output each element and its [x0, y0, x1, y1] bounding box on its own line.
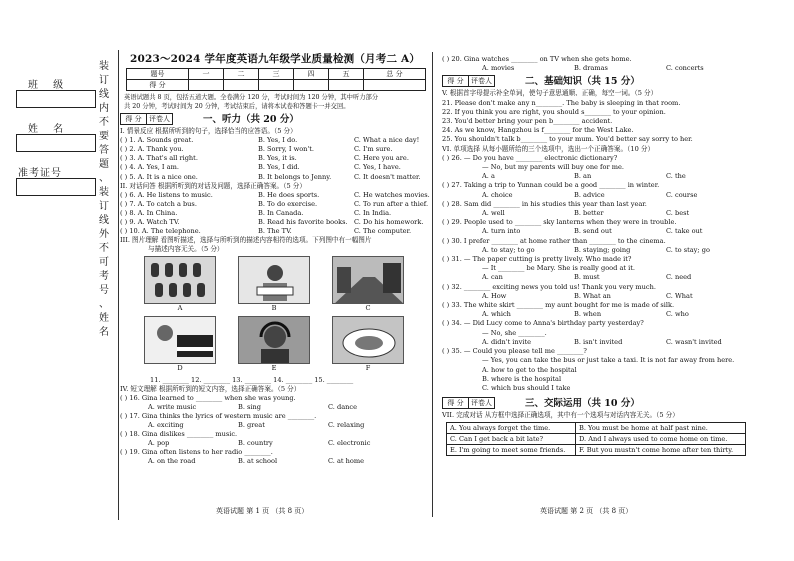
- option-a[interactable]: A. can: [482, 273, 503, 282]
- part6-instruction: VI. 单项选择 从每小题所给的三个选项中，选出一个正确答案。（10 分）: [442, 144, 655, 153]
- choice-question: ( ) 29. People used to ________ sky lanterns when they were in trouble.: [442, 218, 677, 227]
- choice-options: [442, 273, 772, 282]
- score-table-header-cell: 总 分: [363, 69, 425, 80]
- part1-instruction: I. 情景反应 根据所听到的句子，选择恰当的应答语。（5 分）: [120, 127, 297, 136]
- question-option-b[interactable]: B. Yes, it is.: [258, 154, 297, 163]
- fill-blank-question[interactable]: 24. As we know, Hangzhou is f________ for the West Lake.: [442, 126, 634, 135]
- option-a[interactable]: A. on the road: [148, 457, 196, 466]
- option-a[interactable]: A. a: [482, 172, 495, 181]
- grader-box: 得 分 评卷人: [120, 113, 173, 125]
- part7-instruction: VII. 完成对话 从方框中选择正确选项，其中有一个选项与对话内容无关。（5 分）: [442, 411, 679, 420]
- score-table-score-cell[interactable]: [328, 80, 363, 91]
- question-option-c[interactable]: C. I'm sure.: [354, 145, 393, 154]
- piano-girl-image: [145, 317, 216, 364]
- binding-warning-char: 订: [99, 75, 109, 86]
- part4-instruction: IV. 短文理解 根据所听到的短文内容，选择正确答案。（5 分）: [120, 384, 301, 393]
- basic-title: 二、基础知识（共 15 分）: [525, 75, 640, 87]
- question-option-a[interactable]: ( ) 8. A. In China.: [120, 208, 178, 217]
- option-c[interactable]: C. to stay; go: [666, 245, 710, 254]
- option-a[interactable]: A. which: [482, 310, 511, 319]
- option-c[interactable]: C. relaxing: [328, 421, 365, 430]
- choice-question: ( ) 27. Taking a trip to Yunnan could be a good ________ in winter.: [442, 181, 660, 190]
- grader-box-2: 得 分 评卷人: [442, 75, 495, 87]
- option-b[interactable]: B. when: [574, 310, 602, 319]
- choice-options: [442, 292, 772, 301]
- class-label: 班 级: [28, 80, 70, 91]
- listening-question: [120, 154, 430, 163]
- option-a[interactable]: A. write music: [148, 402, 197, 411]
- choice-options: [442, 310, 772, 319]
- basic-header: [442, 75, 772, 87]
- binding-warning-char: 内: [99, 103, 109, 114]
- communication-header: [442, 397, 772, 409]
- listening-question: [120, 191, 430, 200]
- question-option-a[interactable]: ( ) 2. A. Thank you.: [120, 145, 184, 154]
- question-20-options: A. movies B. dramas C. concerts: [482, 64, 704, 73]
- listening-question: ( ) 17. Gina thinks the lyrics of western music are ________.: [120, 411, 317, 420]
- option-a[interactable]: A. well: [482, 209, 505, 218]
- score-table-header-cell: 五: [328, 69, 363, 80]
- choice-options: [442, 172, 772, 181]
- choice-options: [442, 209, 772, 218]
- option-a[interactable]: A. didn't invite: [482, 337, 532, 346]
- binding-warning-char: 题: [99, 159, 109, 170]
- option-b[interactable]: B. must: [574, 273, 600, 282]
- question-option-b[interactable]: B. Sorry, I won't.: [258, 145, 314, 154]
- plate-food-image: [333, 317, 404, 364]
- choice-options: [442, 338, 772, 347]
- question-option-a[interactable]: ( ) 6. A. He listens to music.: [120, 190, 213, 199]
- listening-question: [120, 227, 430, 236]
- option-b[interactable]: B. send out: [574, 227, 612, 236]
- binding-warning: [96, 60, 112, 340]
- binding-warning-char: 不: [99, 243, 109, 254]
- option-c[interactable]: C. dance: [328, 402, 357, 411]
- binding-warning-char: 不: [99, 117, 109, 128]
- listening-question: ( ) 18. Gina dislikes ________ music.: [120, 430, 238, 439]
- option-c[interactable]: C. at home: [328, 457, 365, 466]
- listening-question: [120, 163, 430, 172]
- street-scene-image: [333, 257, 404, 304]
- option-a[interactable]: A. turn into: [482, 227, 521, 236]
- question-35-option-c[interactable]: C. which bus should I take: [482, 383, 571, 392]
- choice-options: [442, 227, 772, 236]
- pointing-hands-image: [145, 257, 216, 304]
- binding-warning-char: 答: [99, 145, 109, 156]
- column-divider: [432, 52, 433, 517]
- question-option-a[interactable]: ( ) 3. A. That's all right.: [120, 154, 198, 163]
- exam-number-label: 准考证号: [18, 168, 62, 179]
- score-table-header-cell: 三: [258, 69, 293, 80]
- question-option-b[interactable]: B. It belongs to Jenny.: [258, 172, 332, 181]
- option-b[interactable]: B. staying; going: [574, 245, 631, 254]
- communication-title: 三、交际运用（共 10 分）: [525, 397, 640, 409]
- picture-answer-blanks[interactable]: 11. ________ 12. ________ 13. ________ 14. ________ 15. ________: [150, 375, 354, 384]
- binding-warning-char: 号: [99, 285, 109, 296]
- listening-question: ( ) 16. Gina learned to ________ when she was young.: [120, 393, 296, 402]
- question-option-b[interactable]: B. He does sports.: [258, 190, 320, 199]
- question-options: [120, 439, 430, 448]
- fill-blank-question[interactable]: 25. You shouldn't talk b________ to your mum. You'd better say sorry to her.: [442, 135, 693, 144]
- choice-question: ( ) 33. The white skirt ________ my aunt bought for me is made of silk.: [442, 301, 675, 310]
- option-b[interactable]: B. great: [238, 421, 265, 430]
- question-option-a[interactable]: ( ) 10. A. The telephone.: [120, 227, 201, 236]
- binding-warning-char: 、: [99, 173, 109, 184]
- exam-intro: 英语试题共 8 页，包括五道大题。全卷满分 120 分，考试时间为 120 分钟，其中听力部分 共 20 分钟，考试时间为 20 分钟，考试结束后，请将本试卷和答题卡一并交回。: [124, 94, 379, 110]
- part2-instruction: II. 对话问答 根据所听到的对话及问题，选择正确答案。（5 分）: [120, 181, 306, 190]
- question-35-option-b[interactable]: B. where is the hospital: [482, 374, 562, 383]
- score-table-score-cell[interactable]: [293, 80, 328, 91]
- question-option-c[interactable]: C. In India.: [354, 208, 392, 217]
- option-c[interactable]: C. course: [666, 190, 698, 199]
- right-column: [442, 55, 772, 456]
- binding-line: [118, 50, 119, 520]
- footer-left: 英语试题 第 1 页 （共 8 页）: [216, 507, 309, 515]
- question-option-c[interactable]: C. He watches movies.: [354, 190, 430, 199]
- question-option-a[interactable]: ( ) 1. A. Sounds great.: [120, 136, 194, 145]
- question-option-a[interactable]: ( ) 7. A. To catch a bus.: [120, 199, 197, 208]
- choice-options: [442, 246, 772, 255]
- option-c[interactable]: C. best: [666, 209, 690, 218]
- picture-a: A: [144, 256, 216, 313]
- headphones-man-image: [239, 317, 310, 364]
- reading-boy-image: [239, 257, 310, 304]
- question-option-b[interactable]: B. In Canada.: [258, 208, 304, 217]
- option-b[interactable]: B. sing: [238, 402, 261, 411]
- option-a[interactable]: A. How: [482, 291, 507, 300]
- question-option-c[interactable]: C. Here you are.: [354, 154, 409, 163]
- listening-header: [120, 113, 430, 125]
- binding-warning-char: 线: [99, 89, 109, 100]
- score-table-header-cell: 二: [223, 69, 258, 80]
- option-b[interactable]: B. better: [574, 209, 604, 218]
- picture-b: B: [238, 256, 310, 313]
- score-table-score-cell[interactable]: [188, 80, 223, 91]
- option-c[interactable]: C. need: [666, 273, 692, 282]
- listening-question: [120, 209, 430, 218]
- part5-instruction: V. 根据首字母提示补全单词，使句子意思通顺、正确，每空一词。（5 分）: [442, 89, 658, 98]
- binding-warning-char: 考: [99, 271, 109, 282]
- option-c[interactable]: C. take out: [666, 227, 703, 236]
- binding-warning-char: 、: [99, 299, 109, 310]
- binding-warning-char: 订: [99, 201, 109, 212]
- choice-question-cont: — No, but my parents will buy one for me.: [482, 163, 624, 172]
- option-a[interactable]: A. exciting: [148, 421, 184, 430]
- option-b[interactable]: B. at school: [238, 457, 278, 466]
- fill-blank-question[interactable]: 23. You'd better bring your pen b________ accident.: [442, 117, 613, 126]
- option-b[interactable]: B. advice: [574, 190, 605, 199]
- question-35-prompt: — Yes, you can take the bus or just take a taxi. It is not far away from here.: [482, 356, 735, 365]
- listening-question: ( ) 19. Gina often listens to her radio ________.: [120, 448, 273, 457]
- option-b[interactable]: B. country: [238, 439, 273, 448]
- question-option-c[interactable]: C. What a nice day!: [354, 136, 420, 145]
- option-a[interactable]: A. to stay; to go: [482, 245, 535, 254]
- picture-f: F: [332, 316, 404, 373]
- listening-question: [120, 136, 430, 145]
- choice-question: ( ) 30. I prefer ________ at home rather than ________ to the cinema.: [442, 236, 666, 245]
- score-table-score-cell[interactable]: [223, 80, 258, 91]
- choice-question: ( ) 26. — Do you have ________ electronic dictionary?: [442, 153, 618, 162]
- binding-warning-char: 可: [99, 257, 109, 268]
- question-options: [120, 421, 430, 430]
- option-c[interactable]: C. the: [666, 172, 686, 181]
- score-table-score-cell[interactable]: [363, 80, 425, 91]
- question-option-c[interactable]: C. Yes, I have.: [354, 163, 401, 172]
- option-c[interactable]: C. wasn't invited: [666, 337, 722, 346]
- picture-c: C: [332, 256, 404, 313]
- listening-question: [120, 173, 430, 182]
- option-a[interactable]: A. choice: [482, 190, 513, 199]
- question-option-a[interactable]: ( ) 5. A. It is a nice one.: [120, 172, 198, 181]
- score-table-score-cell[interactable]: [258, 80, 293, 91]
- option-b[interactable]: B. What an: [574, 291, 611, 300]
- binding-warning-char: 外: [99, 229, 109, 240]
- question-option-c[interactable]: C. It doesn't matter.: [354, 172, 421, 181]
- picture-e: E: [238, 316, 310, 373]
- exam-number-field[interactable]: [16, 178, 96, 196]
- grader-box-3: 得 分 评卷人: [442, 397, 495, 409]
- score-table-row-label: 得 分: [127, 80, 189, 91]
- option-b[interactable]: B. isn't invited: [574, 337, 623, 346]
- question-35-option-a[interactable]: A. how to get to the hospital: [482, 365, 577, 374]
- question-35: ( ) 35. — Could you please tell me ________?: [442, 347, 587, 356]
- option-c[interactable]: C. electronic: [328, 439, 371, 448]
- question-options: [120, 457, 430, 466]
- question-option-b[interactable]: B. The TV.: [258, 227, 292, 236]
- question-option-a[interactable]: ( ) 4. A. Yes, I am.: [120, 163, 179, 172]
- part3-instruction-cont: 与描述内容无关。（5 分）: [148, 245, 224, 254]
- question-option-c[interactable]: C. The computer.: [354, 227, 412, 236]
- dialogue-choices: A. You always forget the time. B. You must be home at half past nine. C. Can I get back a bit late? D. And I always used to come home on time. E. I'm going to meet some friends. F. But you mustn't come home after ten thirty.: [446, 422, 746, 456]
- name-label: 姓 名: [28, 124, 70, 135]
- fill-blank-question[interactable]: 22. If you think you are right, you should s________ to your opinion.: [442, 107, 666, 116]
- listening-title: 一、听力（共 20 分）: [203, 113, 299, 125]
- listening-question: [120, 145, 430, 154]
- exam-title: 2023～2024 学年度英语九年级学业质量检测（月考二 A）: [129, 53, 421, 65]
- binding-warning-char: 装: [99, 61, 109, 72]
- fill-blank-question[interactable]: 21. Please don't make any n________. The baby is sleeping in that room.: [442, 98, 681, 107]
- question-option-b[interactable]: B. Read his favorite books.: [258, 218, 348, 227]
- listening-question: [120, 200, 430, 209]
- question-options: [120, 403, 430, 412]
- class-field[interactable]: [16, 90, 96, 108]
- name-field[interactable]: [16, 134, 96, 152]
- picture-d: D: [144, 316, 216, 373]
- question-20: ( ) 20. Gina watches ________ on TV when she gets home.: [442, 55, 632, 63]
- binding-warning-char: 姓: [99, 313, 109, 324]
- binding-warning-char: 装: [99, 187, 109, 198]
- footer-right: 英语试题 第 2 页 （共 8 页）: [540, 507, 633, 515]
- choice-question: ( ) 28. Sam did ________ in his studies this year than last year.: [442, 199, 647, 208]
- binding-warning-char: 要: [99, 131, 109, 142]
- picture-grid: [144, 256, 430, 372]
- binding-warning-char: 线: [99, 215, 109, 226]
- score-table-header-cell: 一: [188, 69, 223, 80]
- question-option-b[interactable]: B. To do exercise.: [258, 199, 318, 208]
- question-option-a[interactable]: ( ) 9. A. Watch TV.: [120, 218, 180, 227]
- part3-instruction: III. 图片理解 看图听描述，选择与所听到的描述内容相符的选项。下列图中有一幅图片: [120, 236, 372, 245]
- choice-options: [442, 191, 772, 200]
- score-table: [126, 68, 426, 91]
- option-b[interactable]: B. an: [574, 172, 592, 181]
- option-c[interactable]: C. What: [666, 291, 693, 300]
- choice-question-cont: — It ________ be Mary. She is really good at it.: [482, 264, 635, 273]
- score-table-header-cell: 四: [293, 69, 328, 80]
- left-column: [120, 55, 430, 467]
- choice-question-cont: — No, she ________.: [482, 328, 547, 337]
- question-option-c[interactable]: C. Do his homework.: [354, 218, 424, 227]
- question-option-b[interactable]: B. Yes, I do.: [258, 136, 298, 145]
- question-option-b[interactable]: B. Yes, I did.: [258, 163, 300, 172]
- choice-question: ( ) 34. — Did Lucy come to Anna's birthday party yesterday?: [442, 319, 644, 328]
- listening-question: [120, 218, 430, 227]
- binding-warning-char: 名: [99, 327, 109, 338]
- choice-question: ( ) 31. — The paper cutting is pretty lively. Who made it?: [442, 255, 632, 264]
- option-a[interactable]: A. pop: [148, 439, 170, 448]
- option-c[interactable]: C. who: [666, 310, 689, 319]
- score-table-header-cell: 题号: [127, 69, 189, 80]
- question-option-c[interactable]: C. To run after a thief.: [354, 199, 429, 208]
- choice-question: ( ) 32. ________ exciting news you told us! Thank you very much.: [442, 282, 656, 291]
